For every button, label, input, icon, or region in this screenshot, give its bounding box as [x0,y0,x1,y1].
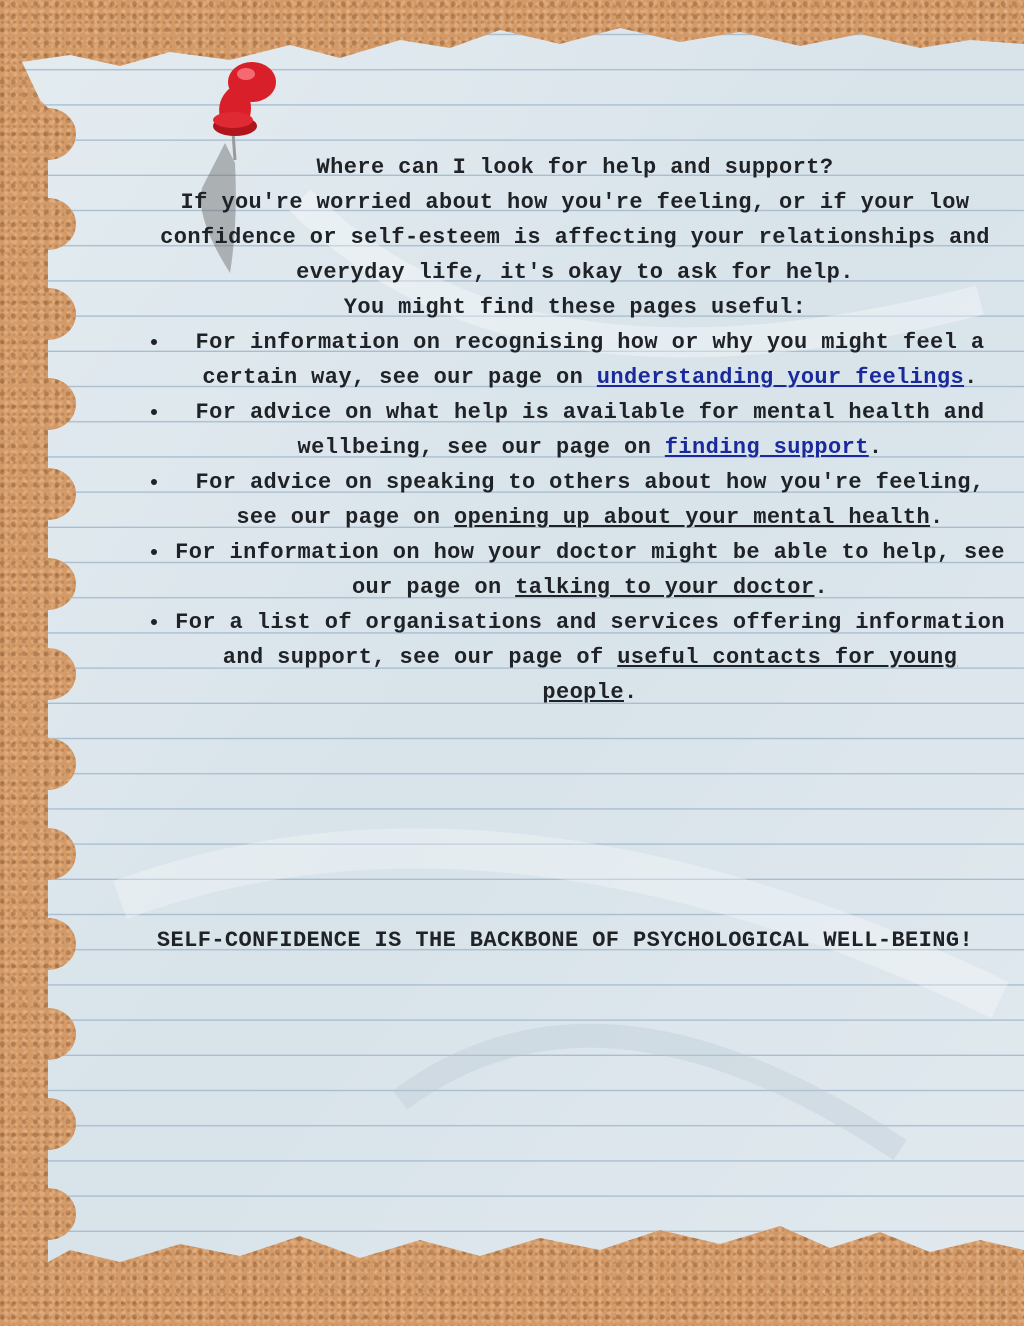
list-item-punctuation: . [964,365,978,390]
useful-pages-list [140,325,1010,710]
closing-statement: SELF-CONFIDENCE IS THE BACKBONE OF PSYCHOLOGICAL WELL-BEING! [156,928,974,953]
link-understanding-your-feelings[interactable]: understanding your feelings [596,365,965,390]
list-item [170,605,1010,710]
list-item-text: For advice on speaking to others about how you're feeling, see our page on [195,470,985,530]
list-item-punctuation: . [930,505,944,530]
main-text-block [140,150,1010,710]
list-item-text: For advice on what help is available for mental health and wellbeing, see our page on [195,400,985,460]
list-item [170,395,1010,465]
list-item [170,465,1010,535]
page-title: Where can I look for help and support? [316,155,834,180]
link-talking-to-your-doctor[interactable]: talking to your doctor [515,575,815,600]
link-useful-contacts[interactable]: useful contacts for young people [542,645,958,705]
pages-intro: You might find these pages useful: [343,295,807,320]
list-item-text: For information on recognising how or why you might feel a certain way, see our page on [195,330,985,390]
list-item-text: For a list of organisations and services offering information and support, see our page of [175,610,1005,670]
list-item-text: For information on how your doctor might be able to help, see our page on [175,540,1005,600]
list-item-punctuation: . [624,680,638,705]
link-opening-up[interactable]: opening up about your mental health [453,505,931,530]
list-item-punctuation: . [814,575,829,600]
intro-paragraph: If you're worried about how you're feeling, or if your low confidence or self-esteem is affecting your relationships and everyday life, it's okay to ask for help. [160,190,990,285]
list-item-punctuation: . [868,435,883,460]
list-item [170,535,1010,605]
list-item [170,325,1010,395]
link-finding-support[interactable]: finding support [664,435,869,460]
